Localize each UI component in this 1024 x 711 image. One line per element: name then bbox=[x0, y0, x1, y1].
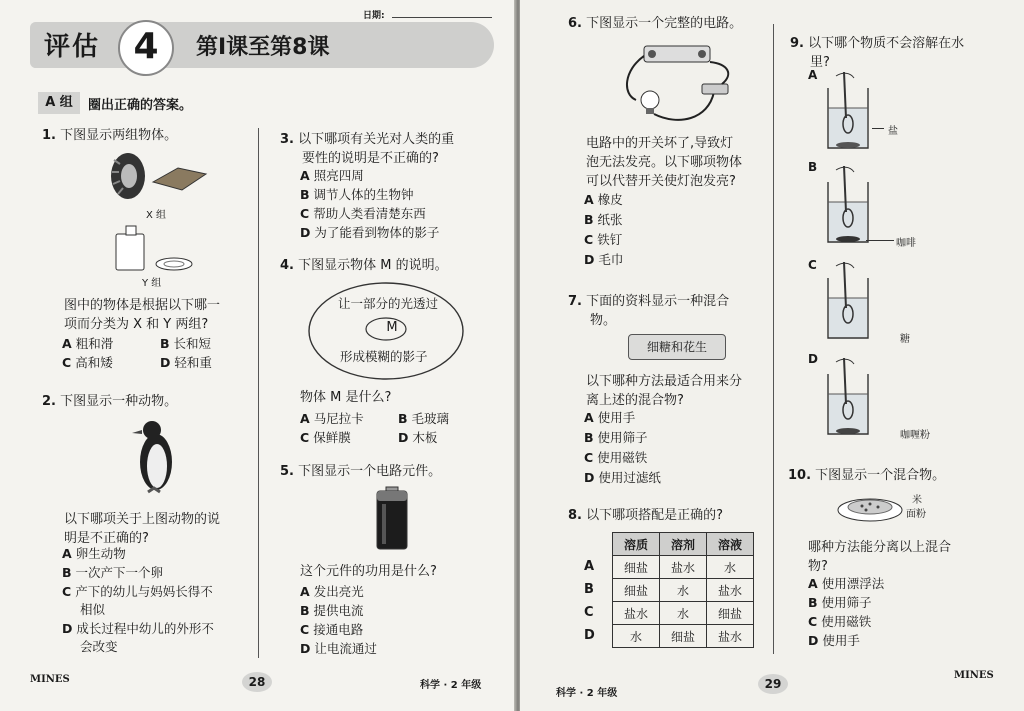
question-2: 2. 下图显示一种动物。 bbox=[42, 394, 178, 409]
q10-option-a[interactable]: A 使用漂浮法 bbox=[808, 576, 885, 591]
q2-option-b[interactable]: B 一次产下一个卵 bbox=[62, 565, 164, 580]
q5-option-b[interactable]: B 提供电流 bbox=[300, 603, 364, 618]
q3-option-b[interactable]: B 调节人体的生物钟 bbox=[300, 187, 414, 202]
beaker-label-curry: 咖喱粉 bbox=[900, 430, 930, 441]
q6-option-d[interactable]: D 毛巾 bbox=[584, 252, 624, 267]
beaker-salt-image bbox=[822, 72, 872, 152]
table-header-row: 溶质 溶剂 溶液 bbox=[613, 533, 754, 556]
tire-and-sandpaper-image bbox=[108, 150, 212, 202]
q2-option-c-cont: 相似 bbox=[80, 602, 106, 617]
page-subtitle: 第Ⅰ课至第8课 bbox=[196, 35, 330, 60]
q9-option-d[interactable]: D bbox=[808, 352, 818, 366]
subject-label-left: 科学 · 2 年级 bbox=[420, 680, 482, 691]
q2-option-d[interactable]: D 成长过程中幼儿的外形不 bbox=[62, 621, 214, 636]
q1-option-c[interactable]: C 高和矮 bbox=[62, 355, 113, 370]
date-line bbox=[392, 17, 492, 18]
group-tag: A 组 bbox=[38, 92, 80, 114]
q3-option-d[interactable]: D 为了能看到物体的影子 bbox=[300, 225, 440, 240]
q8-option-b[interactable]: B bbox=[584, 582, 594, 597]
question-6: 6. 下图显示一个完整的电路。 bbox=[568, 16, 743, 31]
question-5: 5. 下图显示一个电路元件。 bbox=[280, 464, 442, 479]
beaker-curry-image bbox=[822, 358, 872, 438]
label-flour: 面粉 bbox=[906, 509, 926, 520]
q5-option-a[interactable]: A 发出亮光 bbox=[300, 584, 364, 599]
beaker-label-salt: 盐 bbox=[888, 126, 898, 137]
rice-flour-mixture-image bbox=[836, 488, 906, 524]
ellipse-bottom-text: 形成模糊的影子 bbox=[340, 349, 428, 364]
date-label: 日期: bbox=[363, 11, 385, 21]
pointer-line bbox=[872, 128, 884, 129]
q3-option-a[interactable]: A 照亮四周 bbox=[300, 168, 364, 183]
table-row: 水 细盐 盐水 bbox=[613, 625, 754, 648]
q2-prompt: 以下哪项关于上图动物的说 明是不正确的? bbox=[64, 512, 221, 546]
brand-logo-left: MINES bbox=[30, 674, 70, 685]
pointer-line bbox=[866, 240, 894, 241]
q8-option-a[interactable]: A bbox=[584, 559, 595, 574]
beaker-label-sugar: 糖 bbox=[900, 334, 910, 345]
question-8: 8. 以下哪项搭配是正确的? bbox=[568, 508, 724, 523]
q4-option-c[interactable]: C 保鲜膜 bbox=[300, 430, 351, 445]
right-page bbox=[520, 0, 1024, 711]
question-7: 7. 下面的资料显示一种混合 物。 bbox=[568, 294, 730, 328]
ellipse-center-m: M bbox=[386, 320, 398, 335]
q7-option-a[interactable]: A 使用手 bbox=[584, 410, 636, 425]
mixture-box: 细糖和花生 bbox=[628, 334, 726, 360]
question-1: 1. 下图显示两组物体。 bbox=[42, 128, 178, 143]
group-y-label: Y 组 bbox=[142, 278, 162, 289]
brand-logo-right: MINES bbox=[954, 670, 994, 681]
penguin-image bbox=[130, 416, 180, 496]
q2-option-c[interactable]: C 产下的幼儿与妈妈长得不 bbox=[62, 584, 213, 599]
q8-option-d[interactable]: D bbox=[584, 628, 595, 643]
beaker-label-coffee: 咖啡 bbox=[896, 238, 916, 249]
ellipse-top-text: 让一部分的光透过 bbox=[338, 296, 439, 311]
group-instruction: 圈出正确的答案。 bbox=[88, 98, 193, 113]
beaker-coffee-image bbox=[822, 166, 872, 246]
q4-prompt: 物体 M 是什么? bbox=[300, 390, 392, 405]
column-divider bbox=[258, 128, 259, 658]
column-divider-right bbox=[773, 24, 774, 654]
group-x-label: X 组 bbox=[146, 210, 167, 221]
assessment-number: 4 bbox=[118, 20, 174, 76]
table-row: 细盐 盐水 水 bbox=[613, 556, 754, 579]
beaker-sugar-image bbox=[822, 262, 872, 342]
q1-option-a[interactable]: A 粗和滑 bbox=[62, 336, 114, 351]
q5-option-c[interactable]: C 接通电路 bbox=[300, 622, 364, 637]
table-row: 细盐 水 盐水 bbox=[613, 579, 754, 602]
q4-option-a[interactable]: A 马尼拉卡 bbox=[300, 411, 364, 426]
q7-option-b[interactable]: B 使用筛子 bbox=[584, 430, 648, 445]
q10-prompt: 哪种方法能分离以上混合 物? bbox=[808, 540, 952, 574]
q10-option-c[interactable]: C 使用磁铁 bbox=[808, 614, 872, 629]
jug-and-plate-image bbox=[112, 222, 196, 272]
q2-option-a[interactable]: A 卵生动物 bbox=[62, 546, 126, 561]
solution-table bbox=[612, 532, 754, 648]
question-10: 10. 下图显示一个混合物。 bbox=[788, 468, 946, 483]
circuit-image bbox=[618, 40, 748, 128]
q6-option-c[interactable]: C 铁钉 bbox=[584, 232, 623, 247]
q5-option-d[interactable]: D 让电流通过 bbox=[300, 641, 377, 656]
q9-option-b[interactable]: B bbox=[808, 160, 818, 174]
subject-label-right: 科学 · 2 年级 bbox=[556, 688, 618, 699]
q2-option-d-cont: 会改变 bbox=[80, 639, 118, 654]
page-number-right: 29 bbox=[758, 674, 788, 694]
q8-option-c[interactable]: C bbox=[584, 605, 594, 620]
q6-prompt: 电路中的开关坏了,导致灯 泡无法发亮。以下哪项物体 可以代替开关使灯泡发亮? bbox=[586, 136, 743, 189]
page-title: 评估 bbox=[44, 32, 101, 62]
label-rice: 米 bbox=[912, 495, 922, 506]
question-4: 4. 下图显示物体 M 的说明。 bbox=[280, 258, 448, 273]
q4-option-b[interactable]: B 毛玻璃 bbox=[398, 411, 450, 426]
q7-option-c[interactable]: C 使用磁铁 bbox=[584, 450, 648, 465]
q1-option-d[interactable]: D 轻和重 bbox=[160, 355, 212, 370]
table-row: 盐水 水 细盐 bbox=[613, 602, 754, 625]
question-3: 3. 以下哪项有关光对人类的重 要性的说明是不正确的? bbox=[280, 132, 455, 166]
q9-option-c[interactable]: C bbox=[808, 258, 817, 272]
q6-option-a[interactable]: A 橡皮 bbox=[584, 192, 623, 207]
q5-prompt: 这个元件的功用是什么? bbox=[300, 564, 437, 579]
q8-row-letters bbox=[584, 532, 595, 647]
battery-image bbox=[374, 486, 412, 552]
q3-option-c[interactable]: C 帮助人类看清楚东西 bbox=[300, 206, 426, 221]
q4-option-d[interactable]: D 木板 bbox=[398, 430, 438, 445]
q1-prompt: 图中的物体是根据以下哪一 项而分类为 X 和 Y 两组? bbox=[64, 298, 221, 332]
q7-option-d[interactable]: D 使用过滤纸 bbox=[584, 470, 661, 485]
q7-prompt: 以下哪种方法最适合用来分 离上述的混合物? bbox=[586, 374, 743, 408]
question-9: 9. 以下哪个物质不会溶解在水 里? bbox=[790, 36, 965, 70]
q10-option-b[interactable]: B 使用筛子 bbox=[808, 595, 872, 610]
page-number-left: 28 bbox=[242, 672, 272, 692]
q9-option-a[interactable]: A bbox=[808, 68, 818, 82]
q10-option-d[interactable]: D 使用手 bbox=[808, 633, 860, 648]
q1-option-b[interactable]: B 长和短 bbox=[160, 336, 212, 351]
q6-option-b[interactable]: B 纸张 bbox=[584, 212, 623, 227]
